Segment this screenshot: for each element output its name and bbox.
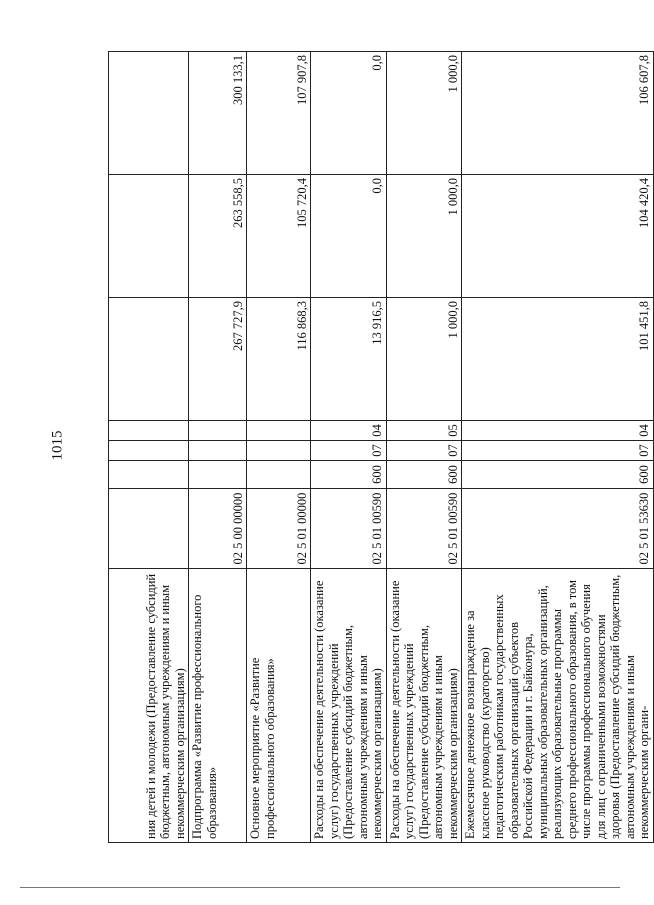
row-code [109, 489, 189, 569]
table-row [189, 52, 247, 843]
row-code: 02 5 01 00000 [247, 489, 311, 569]
budget-table-rotated [108, 53, 654, 843]
row-rz: 07 [311, 441, 387, 461]
row-name: Основное мероприятие «Развитие профессионального образования» [247, 569, 311, 843]
row-value-3: 300 133,1 [189, 52, 247, 175]
row-name: ния детей и молодежи (Предоставление субсидий бюджетным, автономным учреждениям и иным некоммерческим организациям) [109, 569, 189, 843]
row-pr [189, 421, 247, 441]
row-vr: 600 [462, 461, 654, 489]
row-pr: 04 [311, 421, 387, 441]
row-pr: 05 [386, 421, 462, 441]
row-rz: 07 [462, 441, 654, 461]
row-vr [189, 461, 247, 489]
table-row [386, 52, 462, 843]
row-code: 02 5 01 53630 [462, 489, 654, 569]
row-vr [247, 461, 311, 489]
row-pr [247, 421, 311, 441]
row-code: 02 5 00 00000 [189, 489, 247, 569]
row-value-2: 0,0 [311, 175, 387, 298]
row-rz [109, 441, 189, 461]
budget-table [108, 51, 654, 843]
row-value-3: 1 000,0 [386, 52, 462, 175]
row-value-1 [109, 298, 189, 421]
row-rz [189, 441, 247, 461]
row-name: Расходы на обеспечение деятельности (оказание услуг) государственных учреждений (Предоставление субсидий бюджетным, автономным учреждениям и иным некоммерческим организациям) [311, 569, 387, 843]
row-rz: 07 [386, 441, 462, 461]
row-value-1: 13 916,5 [311, 298, 387, 421]
row-value-2: 104 420,4 [462, 175, 654, 298]
row-value-3: 107 907,8 [247, 52, 311, 175]
row-value-2: 263 558,5 [189, 175, 247, 298]
row-vr: 600 [386, 461, 462, 489]
row-value-1: 101 451,8 [462, 298, 654, 421]
row-name: Подпрограмма «Развитие профессионального образования» [189, 569, 247, 843]
row-name: Расходы на обеспечение деятельности (оказание услуг) государственных учреждений (Предоставление субсидий бюджетным, автономным учреждениям и иным некоммерческим организациям) [386, 569, 462, 843]
table-row [311, 52, 387, 843]
row-value-1: 1 000,0 [386, 298, 462, 421]
row-vr: 600 [311, 461, 387, 489]
table-row [247, 52, 311, 843]
row-value-2: 105 720,4 [247, 175, 311, 298]
row-value-1: 267 727,9 [189, 298, 247, 421]
row-pr: 04 [462, 421, 654, 441]
row-value-3 [109, 52, 189, 175]
row-value-3: 106 607,8 [462, 52, 654, 175]
table-row [109, 52, 189, 843]
row-value-1: 116 868,3 [247, 298, 311, 421]
row-name: Ежемесячное денежное вознаграждение за классное руководство (кураторство) педагогическим работникам государственных образовательных организаций субъектов Российской Федерации и г. Байконура, муниципальных образовательных организаций, реализующих образовательные программы среднего профессионального образования, в том числе программы профессионального обучения для лиц с ограниченными возможностями здоровья (Предоставление субсидий бюджетным, автономным учреждениям и иным некоммерческим органи- [462, 569, 654, 843]
page-number: 1015 [49, 430, 66, 461]
row-value-3: 0,0 [311, 52, 387, 175]
row-rz [247, 441, 311, 461]
row-pr [109, 421, 189, 441]
row-code: 02 5 01 00590 [311, 489, 387, 569]
row-code: 02 5 01 00590 [386, 489, 462, 569]
row-vr [109, 461, 189, 489]
table-row [462, 52, 654, 843]
row-value-2 [109, 175, 189, 298]
page-bottom-rule [20, 887, 620, 888]
row-value-2: 1 000,0 [386, 175, 462, 298]
